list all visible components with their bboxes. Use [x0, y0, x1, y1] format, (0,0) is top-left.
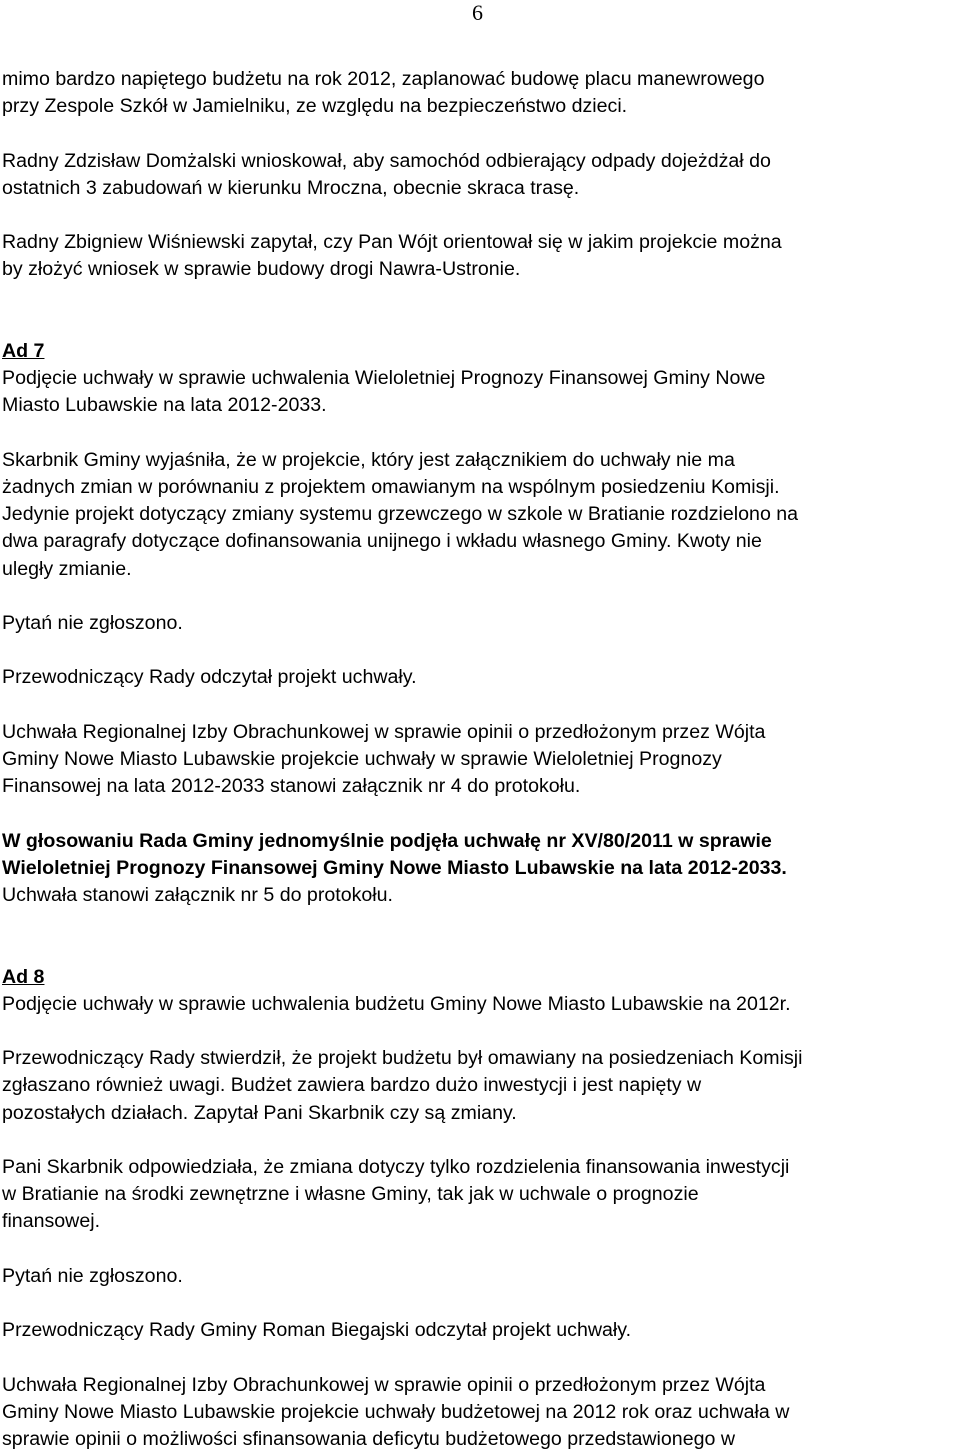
- ad7-title: Podjęcie uchwały w sprawie uchwalenia Wieloletniej Prognozy Finansowej Gminy Nowe Miasto Lubawskie na lata 2012-2033.: [2, 367, 766, 417]
- paragraph-budget-continuation: mimo bardzo napiętego budżetu na rok 2012, zaplanować budowę placu manewrowego przy Zespole Szkół w Jamielniku, ze względu na bezpieczeństwo dzieci.: [2, 68, 765, 118]
- ad7-heading: Ad 7: [2, 339, 45, 362]
- page-number: 6: [472, 0, 483, 25]
- paragraph-rio-opinion: Uchwała Regionalnej Izby Obrachunkowej w sprawie opinii o przedłożonym przez Wójta Gminy Nowe Miasto Lubawskie projekcie uchwały w sprawie Wieloletniej Prognozy Finansowej na lata 2012-2033 stanowi załącznik nr 4 do protokołu.: [2, 720, 766, 798]
- ad8-heading: Ad 8: [2, 965, 45, 988]
- section-ad7: [2, 338, 960, 420]
- paragraph-wisniewski-question: Radny Zbigniew Wiśniewski zapytał, czy Pan Wójt orientował się w jakim projekcie można by złożyć wniosek w sprawie budowy drogi Nawra-Ustronie.: [2, 231, 782, 281]
- vote-result-bold: W głosowaniu Rada Gminy jednomyślnie podjęła uchwałę nr XV/80/2011 w sprawie Wieloletniej Prognozy Finansowej Gminy Nowe Miasto Lubawskie na lata 2012-2033.: [2, 829, 787, 879]
- paragraph-chairman-budget: Przewodniczący Rady stwierdził, że projekt budżetu był omawiany na posiedzeniach Komisji zgłaszano również uwagi. Budżet zawiera bardzo dużo inwestycji i jest napięty w pozostałych działach. Zapytał Pani Skarbnik czy są zmiany.: [2, 1047, 803, 1124]
- document-body: [2, 66, 960, 1453]
- paragraph-chairman-read: Przewodniczący Rady odczytał projekt uchwały.: [2, 666, 417, 689]
- ad8-title: Podjęcie uchwały w sprawie uchwalenia budżetu Gminy Nowe Miasto Lubawskie na 2012r.: [2, 992, 791, 1015]
- paragraph-rio-opinion-2: Uchwała Regionalnej Izby Obrachunkowej w sprawie opinii o przedłożonym przez Wójta Gminy Nowe Miasto Lubawskie projekcie uchwały budżetowej na 2012 rok oraz uchwała w sprawie opinii o możliwości sfinansowania deficytu budżetowego przedstawionego w: [2, 1373, 790, 1450]
- paragraph-no-questions-2: Pytań nie zgłoszono.: [2, 1264, 183, 1287]
- paragraph-no-questions: Pytań nie zgłoszono.: [2, 611, 183, 634]
- paragraph-treasurer-answer: Pani Skarbnik odpowiedziała, że zmiana dotyczy tylko rozdzielenia finansowania inwestycji w Bratianie na środki zewnętrzne i własne Gminy, tak jak w uchwale o prognozie finansowej.: [2, 1155, 790, 1233]
- paragraph-treasurer-explanation: Skarbnik Gminy wyjaśniła, że w projekcie, który jest załącznikiem do uchwały nie ma żadnych zmian w porównaniu z projektem omawianym na wspólnym posiedzeniu Komisji. Jedynie projekt dotyczący zmiany systemu grzewczego w szkole w Bratianie rozdzielono na dwa paragrafy dotyczące dofinansowania unijnego i wkładu własnego Gminy. Kwoty nie uległy zmianie.: [2, 448, 799, 580]
- section-ad8: [2, 964, 960, 1018]
- paragraph-vote-result: [2, 828, 960, 910]
- paragraph-chairman-read-2: Przewodniczący Rady Gminy Roman Biegajski odczytał projekt uchwały.: [2, 1319, 632, 1342]
- paragraph-domzalski-request: Radny Zdzisław Domżalski wnioskował, aby samochód odbierający odpady dojeżdżał do ostatnich 3 zabudowań w kierunku Mroczna, obecnie skraca trasę.: [2, 149, 771, 199]
- vote-attachment-note: Uchwała stanowi załącznik nr 5 do protokołu.: [2, 883, 393, 906]
